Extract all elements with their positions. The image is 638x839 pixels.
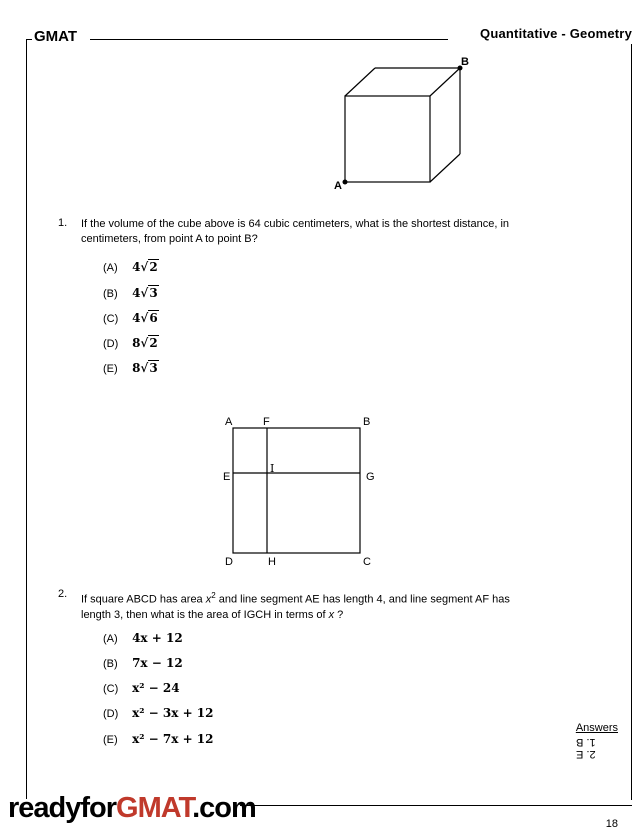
q2-variable: x: [205, 593, 212, 606]
q2-number: 2.: [58, 588, 68, 600]
square-label-a: A: [225, 416, 233, 428]
logo-text: readyfor: [8, 792, 117, 824]
choice-label: (A): [103, 262, 118, 274]
choice-label: (E): [103, 734, 118, 746]
square-label-b: B: [363, 416, 371, 428]
q1-text-line2: centimeters, from point A to point B?: [81, 233, 258, 245]
sqrt-symbol: √3: [140, 286, 158, 300]
square-label-h: H: [268, 556, 276, 568]
q1-choice-e[interactable]: [103, 361, 159, 375]
q1-choice-d[interactable]: [103, 336, 159, 350]
q2-choice-e[interactable]: [103, 732, 214, 746]
choice-radicand: 6: [149, 311, 158, 325]
choice-label: (B): [103, 658, 118, 670]
answer-line: 2. E: [575, 748, 596, 760]
choice-expression: x² − 3x + 12: [132, 706, 214, 720]
q2-choice-c[interactable]: [103, 681, 180, 695]
sqrt-symbol: √2: [140, 336, 158, 350]
cube-label-b: B: [461, 56, 469, 68]
q2-text-part: If square ABCD has area: [81, 593, 206, 606]
page-border-right: [631, 44, 632, 800]
q2-text-line1: [81, 588, 601, 608]
choice-radicand: 3: [149, 286, 158, 300]
square-label-g: G: [366, 471, 375, 483]
header-left-title: GMAT: [34, 28, 78, 45]
q1-choice-a[interactable]: [103, 260, 159, 274]
answers-title: Answers: [575, 722, 618, 734]
q2-choice-d[interactable]: [103, 706, 214, 720]
choice-radicand: 2: [149, 336, 158, 350]
choice-expression: x² − 7x + 12: [132, 732, 214, 746]
q2-text-part: ?: [334, 608, 344, 621]
q1-choice-c[interactable]: [103, 311, 159, 325]
cube-diagram: [330, 58, 470, 193]
page-border-left: [26, 39, 27, 799]
sqrt-symbol: √3: [140, 361, 158, 375]
choice-label: (A): [103, 633, 118, 645]
square-diagram: [230, 425, 365, 556]
footer-rule: [240, 805, 632, 806]
choice-coef: 4: [132, 311, 141, 325]
q1-choice-b[interactable]: [103, 286, 159, 300]
square-label-c: C: [363, 556, 371, 568]
square-label-e: E: [223, 471, 231, 483]
sqrt-symbol: √2: [140, 260, 158, 274]
choice-label: (B): [103, 288, 118, 300]
square-label-f: F: [263, 416, 270, 428]
q2-variable: x: [328, 608, 335, 621]
choice-label: (E): [103, 363, 118, 375]
choice-coef: 8: [132, 336, 141, 350]
q2-choice-b[interactable]: [103, 656, 183, 670]
q2-text: [81, 588, 601, 623]
readyforgmat-logo[interactable]: [8, 792, 256, 825]
choice-radicand: 3: [149, 361, 158, 375]
choice-coef: 4: [132, 260, 141, 274]
answers-upside-down: [576, 736, 618, 760]
choice-expression: 4x + 12: [132, 631, 183, 645]
choice-expression: x² − 24: [132, 681, 180, 695]
q2-text-part: length 3, then what is the area of IGCH in terms of: [81, 608, 329, 621]
choice-label: (C): [103, 313, 119, 325]
choice-coef: 4: [132, 286, 141, 300]
choice-coef: 8: [132, 361, 141, 375]
q1-text-line1: If the volume of the cube above is 64 cubic centimeters, what is the shortest distance, in: [81, 218, 510, 230]
q1-number: 1.: [58, 217, 68, 229]
sqrt-symbol: √6: [140, 311, 158, 325]
header-rule-mid: [90, 39, 448, 40]
logo-text: .com: [192, 792, 256, 824]
q1-text: [81, 217, 601, 247]
q2-choice-a[interactable]: [103, 631, 183, 645]
page-number: 18: [605, 818, 618, 830]
choice-expression: 7x − 12: [132, 656, 183, 670]
choice-label: (D): [103, 708, 119, 720]
square-label-i: I: [270, 462, 275, 475]
answer-line: 1. B: [575, 736, 596, 748]
choice-radicand: 2: [149, 260, 158, 274]
choice-label: (C): [103, 683, 119, 695]
cube-label-a: A: [334, 180, 342, 192]
choice-label: (D): [103, 338, 119, 350]
q2-text-part: and line segment AE has length 4, and line segment AF has: [215, 593, 510, 606]
q2-text-line2: [81, 608, 601, 623]
header-right-title: Quantitative - Geometry: [480, 26, 632, 41]
logo-text-accent: GMAT: [116, 792, 193, 824]
q2-exponent: 2: [211, 591, 216, 600]
square-label-d: D: [225, 556, 233, 568]
answers-box: [576, 722, 618, 760]
